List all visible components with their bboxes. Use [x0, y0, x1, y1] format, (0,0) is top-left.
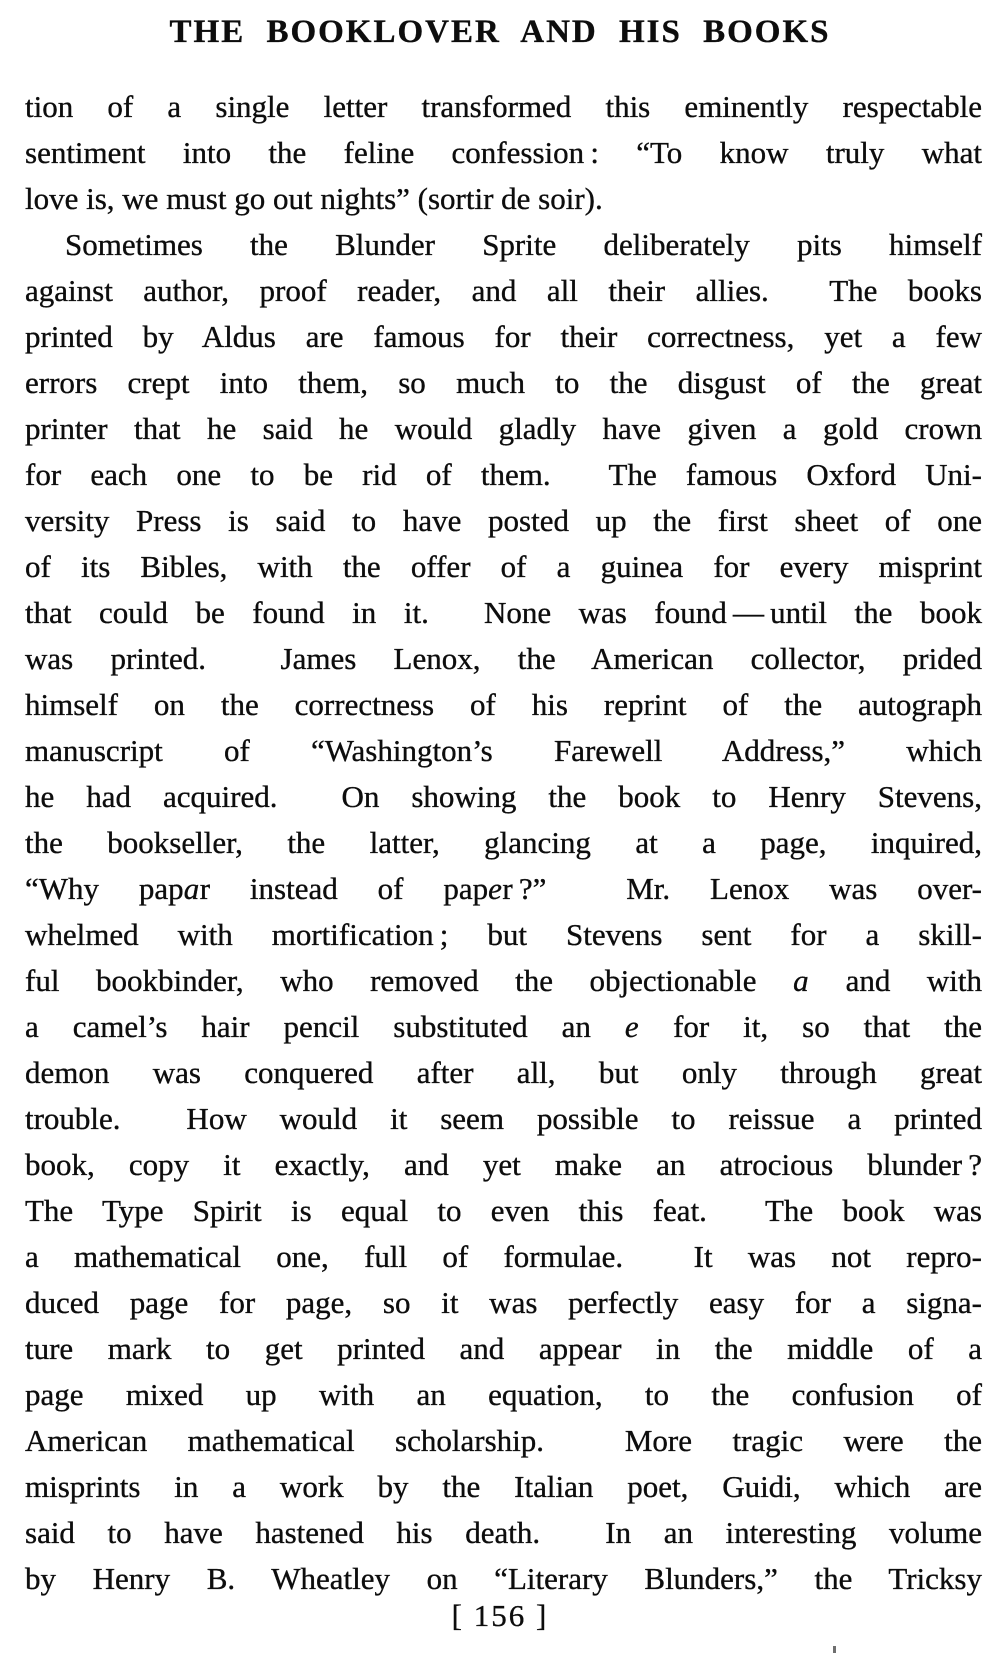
text-line: a camel’s hair pencil substituted an e for it, so that the [25, 1009, 983, 1044]
text-line: printer that he said he would gladly have given a gold crown [25, 411, 982, 446]
text-line: the bookseller, the latter, glancing at a page, inquired, [25, 825, 982, 860]
text-line: ture mark to get printed and appear in the middle of a [25, 1331, 982, 1366]
text-line: versity Press is said to have posted up the first sheet of one [25, 503, 982, 538]
text-line: trouble. How would it seem possible to reissue a printed [25, 1101, 982, 1136]
text-line: page mixed up with an equation, to the confusion of [25, 1377, 982, 1412]
text-line: Sometimes the Blunder Sprite deliberately pits himself [65, 227, 982, 262]
text-line: “Why papar instead of paper ?” Mr. Lenox was over- [25, 871, 983, 906]
text-line: misprints in a work by the Italian poet, Guidi, which are [25, 1469, 982, 1504]
text-line: a mathematical one, full of formulae. It was not repro- [25, 1239, 982, 1274]
text-line: printed by Aldus are famous for their correctness, yet a few [25, 319, 982, 354]
page-number: [ 156 ] [451, 1598, 549, 1633]
text-line: of its Bibles, with the offer of a guinea for every misprint [25, 549, 982, 584]
italic-letter: a [793, 963, 810, 998]
text-line: book, copy it exactly, and yet make an atrocious blunder ? [25, 1147, 982, 1182]
text-line: American mathematical scholarship. More tragic were the [25, 1423, 982, 1458]
text-line: ful bookbinder, who removed the objectionable a and with [25, 963, 983, 998]
text-line: he had acquired. On showing the book to Henry Stevens, [25, 779, 982, 814]
text-line: whelmed with mortification ; but Stevens sent for a skill- [25, 917, 982, 952]
text-line: by Henry B. Wheatley on “Literary Blunders,” the Tricksy [25, 1561, 982, 1596]
text-line: errors crept into them, so much to the disgust of the great [25, 365, 982, 400]
page-body [25, 84, 982, 1602]
text-line: that could be found in it. None was found — until the book [25, 595, 982, 630]
text-line: demon was conquered after all, but only through great [25, 1055, 982, 1090]
scan-speck [833, 1646, 836, 1653]
text-line: duced page for page, so it was perfectly easy for a signa- [25, 1285, 982, 1320]
text-line: said to have hastened his death. In an interesting volume [25, 1515, 982, 1550]
text-line: was printed. James Lenox, the American collector, prided [25, 641, 982, 676]
text-line: against author, proof reader, and all their allies. The books [25, 273, 982, 308]
text-line: love is, we must go out nights” (sortir de soir). [25, 181, 603, 216]
text-line: manuscript of “Washington’s Farewell Address,” which [25, 733, 982, 768]
text-line: The Type Spirit is equal to even this feat. The book was [25, 1193, 982, 1228]
text-line: sentiment into the feline confession : “To know truly what [25, 135, 982, 170]
italic-letter: e [488, 871, 503, 906]
text-line: tion of a single letter transformed this eminently respectable [25, 89, 982, 124]
italic-letter: a [183, 871, 200, 906]
text-line: himself on the correctness of his reprint of the autograph [25, 687, 982, 722]
page-header: THE BOOKLOVER AND HIS BOOKS [169, 14, 831, 50]
italic-letter: e [624, 1009, 640, 1044]
text-line: for each one to be rid of them. The famous Oxford Uni- [25, 457, 982, 492]
